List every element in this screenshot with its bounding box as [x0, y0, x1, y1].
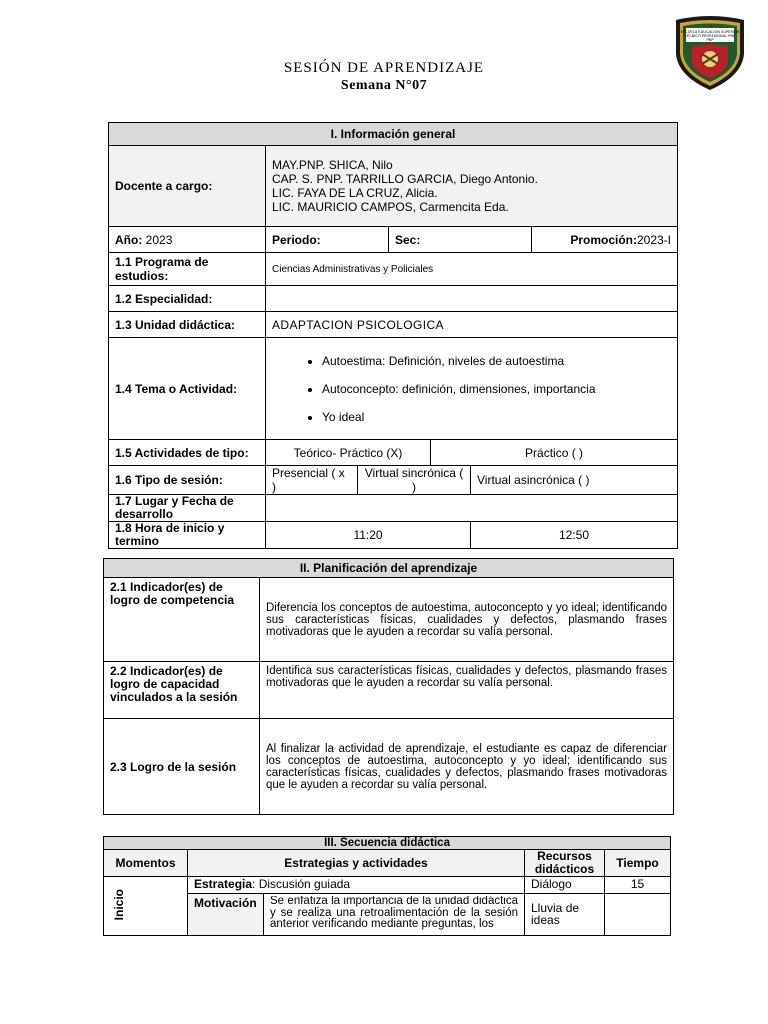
tiempo-2 — [605, 894, 671, 936]
lugar-value — [266, 495, 678, 522]
planning-table — [103, 558, 674, 815]
sesion-label: 1.6 Tipo de sesión: — [109, 466, 266, 495]
estrategia-label: Estrategia — [194, 877, 253, 891]
docentes-cell — [266, 146, 678, 227]
promocion-cell — [532, 227, 678, 253]
section3-heading: III. Secuencia didáctica — [104, 837, 671, 850]
docente-label: Docente a cargo: — [109, 146, 266, 227]
promocion-label: Promoción: — [570, 232, 637, 247]
unidad-label: 1.3 Unidad didáctica: — [109, 312, 266, 338]
docente-4: LIC. MAURICIO CAMPOS, Carmencita Eda. — [272, 200, 509, 214]
actividad-teorico: Teórico- Práctico (X) — [266, 440, 431, 466]
unidad-value: ADAPTACION PSICOLOGICA — [266, 312, 678, 338]
logo-text-2: TÉCNICO PROFESIONAL PNP — [684, 34, 736, 38]
actividades-label: 1.5 Actividades de tipo: — [109, 440, 266, 466]
tema-item: • Autoconcepto: definición, dimensiones, importancia — [322, 382, 671, 396]
logo-text-3: PNP — [706, 38, 714, 42]
lugar-label: 1.7 Lugar y Fecha de desarrollo — [109, 495, 266, 522]
especialidad-value — [266, 286, 678, 312]
col-tiempo: Tiempo — [605, 850, 671, 877]
docente-3: LIC. FAYA DE LA CRUZ, Alicia. — [272, 186, 438, 200]
hora-fin: 12:50 — [471, 522, 678, 549]
col-estrategias: Estrategias y actividades — [188, 850, 525, 877]
temas-cell — [266, 338, 678, 440]
periodo-label: Periodo: — [266, 227, 389, 253]
motivacion-value — [264, 894, 525, 936]
programa-label: 1.1 Programa de estudios: — [109, 253, 266, 286]
anio-label: Año: — [115, 232, 143, 247]
promocion-value: 2023-I — [636, 232, 672, 247]
page-subtitle: Semana N°07 — [340, 78, 428, 93]
motivacion-label: Motivación — [188, 894, 264, 936]
anio-value: 2023 — [145, 232, 173, 247]
temas-list — [272, 354, 671, 424]
programa-value: Ciencias Administrativas y Policiales — [266, 253, 678, 286]
col-momentos: Momentos — [104, 850, 188, 877]
page-title: SESIÓN DE APRENDIZAJE — [283, 60, 485, 76]
momento-inicio: Inicio — [112, 888, 126, 921]
docente-2: CAP. S. PNP. TARRILLO GARCIA, Diego Antonio. — [272, 172, 538, 186]
recurso-2: Lluvia de ideas — [525, 894, 605, 936]
ind-comp-label: 2.1 Indicador(es) de logro de competencia — [104, 578, 260, 662]
anio-cell — [109, 227, 266, 253]
estrategia-value: : Discusión guiada — [252, 877, 351, 891]
tema-label: 1.4 Tema o Actividad: — [109, 338, 266, 440]
especialidad-label: 1.2 Especialidad: — [109, 286, 266, 312]
sesion-sincronica: Virtual sincrónica ( ) — [358, 466, 471, 495]
section2-heading: II. Planificación del aprendizaje — [104, 559, 674, 578]
institution-shield-logo — [672, 14, 748, 92]
general-info-table — [108, 122, 678, 440]
col-recursos: Recursos didácticos — [525, 850, 605, 877]
hora-label: 1.8 Hora de inicio y termino — [109, 522, 266, 549]
tema-item: • Yo ideal — [322, 410, 671, 424]
tema-item: • Autoestima: Definición, niveles de autoestima — [322, 354, 671, 368]
momento-inicio-cell — [104, 877, 188, 936]
sesion-presencial: Presencial ( x ) — [266, 466, 358, 495]
sesion-asincronica: Virtual asincrónica ( ) — [471, 466, 678, 495]
tiempo-1: 15 — [605, 877, 671, 894]
sec-label: Sec: — [389, 227, 532, 253]
ind-cap-label: 2.2 Indicador(es) de logro de capacidad vinculados a la sesión — [104, 662, 260, 719]
didactic-sequence-table — [103, 836, 671, 936]
estrategia-cell — [188, 877, 525, 894]
ind-cap-value: Identifica sus características físicas, cualidades y defectos, plasmando frases motivadoras que le ayuden a recordar su valía personal. — [260, 662, 674, 719]
hora-inicio: 11:20 — [266, 522, 471, 549]
actividad-practico: Práctico ( ) — [431, 440, 678, 466]
ind-comp-value: Diferencia los conceptos de autoestima, autoconcepto y yo ideal; identificando sus características físicas, cualidades y defectos, plasmando frases motivadoras que le ayuden a recordar su valía personal. — [260, 578, 674, 662]
logro-label: 2.3 Logro de la sesión — [104, 719, 260, 815]
motivacion-text: Se enfatiza la importancia de la unidad didáctica y se realiza una retroalimentación de la sesión anterior verificando mediante preguntas, los — [270, 896, 518, 930]
docente-1: MAY.PNP. SHICA, Nilo — [272, 158, 393, 172]
logo-text-1: ESCUELA EDUCACIÓN SUPERIOR — [680, 30, 740, 34]
logro-value: Al finalizar la actividad de aprendizaje, el estudiante es capaz de diferenciar los conceptos de autoestima, autoconcepto y yo ideal; identificando sus características físicas, cualidades y defectos, plasmando frases motivadoras que le ayuden a recordar su valía personal. — [260, 719, 674, 815]
general-info-table-2 — [108, 439, 678, 549]
recurso-1: Diálogo — [525, 877, 605, 894]
section1-heading: I. Información general — [109, 123, 678, 146]
